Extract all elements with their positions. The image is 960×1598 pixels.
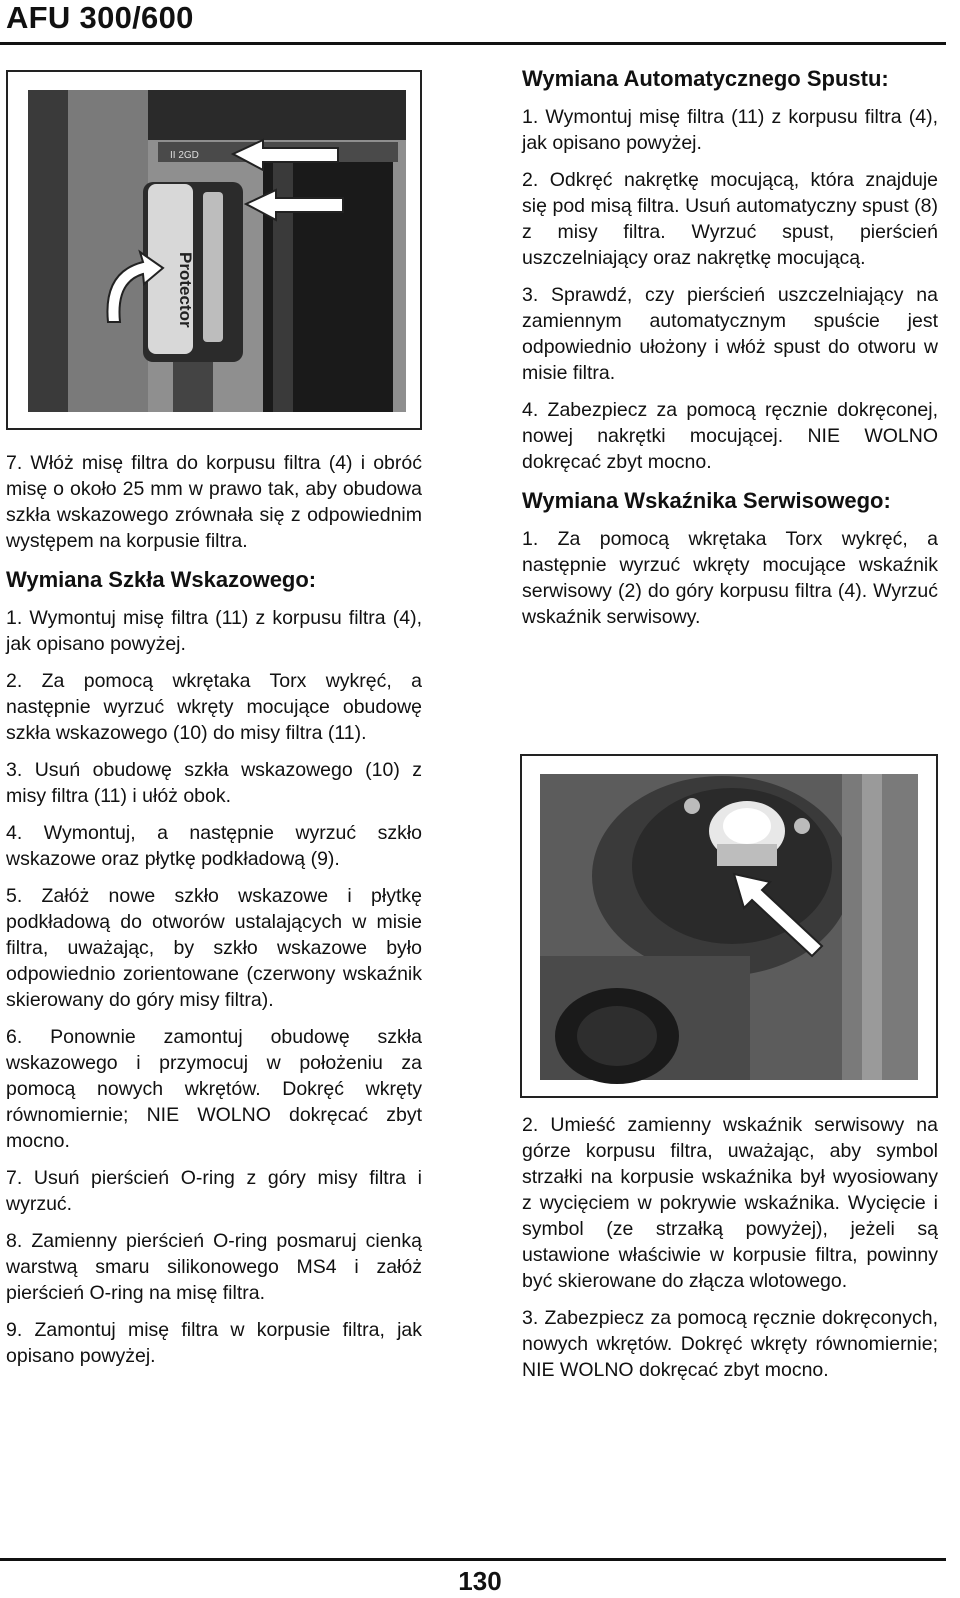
page-number: 130 [458, 1566, 502, 1596]
step-paragraph: 1. Wymontuj misę filtra (11) z korpusu filtra (4), jak opisano powyżej. [522, 106, 938, 154]
filter-sight-glass-photo [6, 70, 422, 430]
step-paragraph: 1. Wymontuj misę filtra (11) z korpusu filtra (4), jak opisano powyżej. [6, 607, 422, 655]
protector-brand-text: Protector [176, 252, 195, 328]
step-paragraph: 8. Zamienny pierścień O-ring posmaruj cienką warstwą smaru silikonowego MS4 i załóż pierścień O-ring na misę filtra. [6, 1230, 422, 1304]
ring-marking-text: II 2GD [170, 150, 199, 161]
document-header-title: AFU 300/600 [6, 0, 194, 35]
step-paragraph: 2. Umieść zamienny wskaźnik serwisowy na górze korpusu filtra, uważając, aby symbol strzałki na korpusie wskaźnika był wyosiowany z wycięciem w pokrywie wskaźnika. Wycięcie i symbol (ze strzałką powyżej), jeżeli są ustawione właściwie w korpusie filtra, powinny być skierowane do złącza wlotowego. [522, 1114, 938, 1292]
step-paragraph: 7. Usuń pierścień O-ring z góry misy filtra i wyrzuć. [6, 1167, 422, 1215]
left-text-column [6, 450, 422, 1380]
header-divider [0, 42, 946, 45]
step-paragraph: 3. Sprawdź, czy pierścień uszczelniający na zamiennym automatycznym spuście jest odpowiednio ułożony i włóż spust do otworu w misie filtra. [522, 284, 938, 384]
step-paragraph: 4. Zabezpiecz za pomocą ręcznie dokręconej, nowej nakrętki mocującej. NIE WOLNO dokręcać zbyt mocno. [522, 399, 938, 473]
step-paragraph: 7. Włóż misę filtra do korpusu filtra (4) i obróć misę o około 25 mm w prawo tak, aby obudowa szkła wskazowego zrównała się z odpowiednim występem na korpusie filtra. [6, 452, 422, 552]
service-indicator-photo [520, 754, 938, 1098]
section-heading-sight-glass: Wymiana Szkła Wskazowego: [6, 567, 317, 592]
step-paragraph: 6. Ponownie zamontuj obudowę szkła wskazowego i przymocuj w położeniu za pomocą nowych wkrętów. Dokręć wkręty równomiernie; NIE WOLNO dokręcać zbyt mocno. [6, 1026, 422, 1152]
step-paragraph: 9. Zamontuj misę filtra w korpusie filtra, jak opisano powyżej. [6, 1319, 422, 1367]
section-heading-service-indicator: Wymiana Wskaźnika Serwisowego: [522, 488, 891, 513]
right-text-column [522, 60, 938, 641]
step-paragraph: 4. Wymontuj, a następnie wyrzuć szkło wskazowe oraz płytkę podkładową (9). [6, 822, 422, 870]
step-paragraph: 5. Załóż nowe szkło wskazowe i płytkę podkładową do otworów ustalających w misie filtra, uważając, by szkło wskazowe było odpowiednio zorientowane (czerwony wskaźnik skierowany do góry misy filtra). [6, 885, 422, 1011]
step-paragraph: 1. Za pomocą wkrętaka Torx wykręć, a następnie wyrzuć wkręty mocujące wskaźnik serwisowy (2) do góry korpusu filtra (4). Wyrzuć wskaźnik serwisowy. [522, 528, 938, 628]
step-paragraph: 3. Usuń obudowę szkła wskazowego (10) z misy filtra (11) i ułóż obok. [6, 759, 422, 807]
step-paragraph: 3. Zabezpiecz za pomocą ręcznie dokręconych, nowych wkrętów. Dokręć wkręty równomiernie; NIE WOLNO dokręcać zbyt mocno. [522, 1307, 938, 1381]
right-text-column-lower [522, 1112, 938, 1394]
footer-divider [0, 1558, 946, 1561]
step-paragraph: 2. Za pomocą wkrętaka Torx wykręć, a następnie wyrzuć wkręty mocujące obudowę szkła wskazowego (10) do misy filtra (11). [6, 670, 422, 744]
step-paragraph: 2. Odkręć nakrętkę mocującą, która znajduje się pod misą filtra. Usuń automatyczny spust (8) z misy filtra. Wyrzuć spust, pierścień uszczelniający oraz nakrętkę mocującą. [522, 169, 938, 269]
section-heading-auto-drain: Wymiana Automatycznego Spustu: [522, 66, 889, 91]
